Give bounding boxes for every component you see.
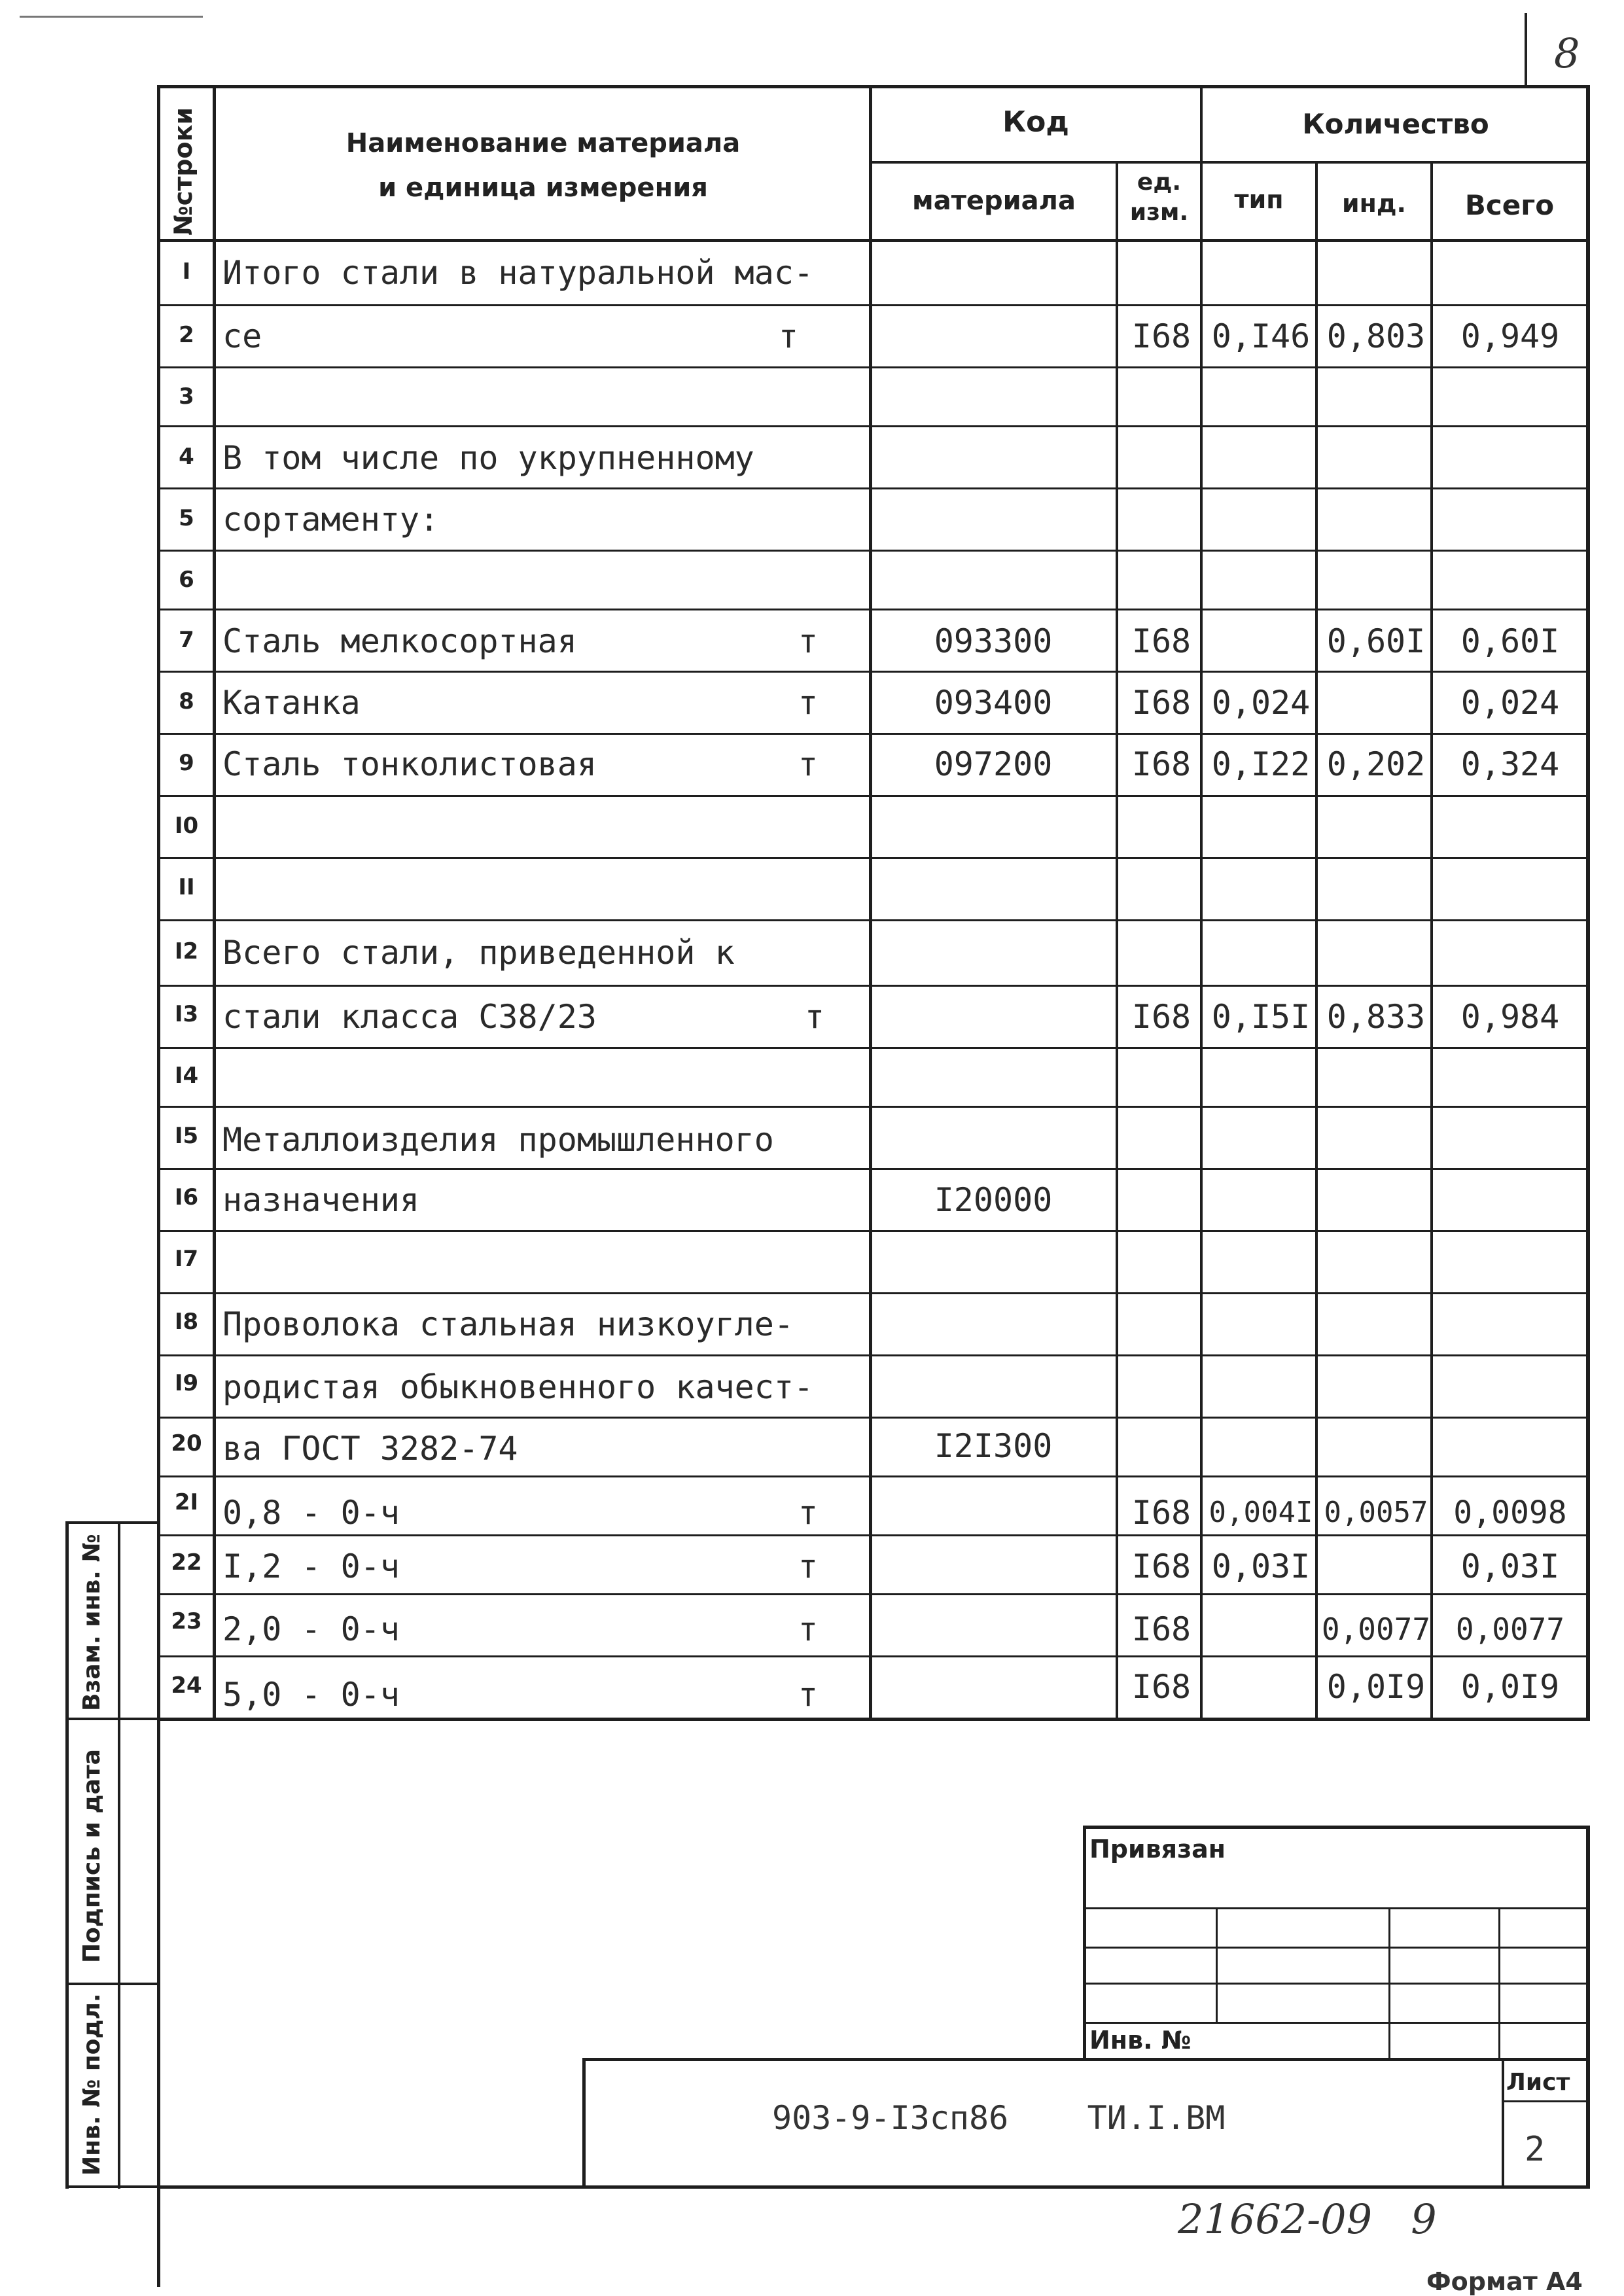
row-total-qty: 0,984 [1460, 998, 1560, 1036]
row-number: I8 [174, 1309, 199, 1335]
row-unit-code: I68 [1131, 998, 1192, 1036]
row-total-qty: 0,0I9 [1460, 1668, 1560, 1706]
row-number: I4 [174, 1063, 199, 1089]
signature-date-label: Подпись и дата [79, 1749, 105, 1963]
row-number: I [182, 258, 191, 285]
row-unit: т [798, 1676, 818, 1714]
row-number: 9 [179, 750, 194, 776]
row-unit-code: I68 [1131, 745, 1192, 783]
row-total-qty: 0,0098 [1453, 1494, 1567, 1531]
row-ind-qty: 0,0057 [1324, 1496, 1428, 1529]
row-number: 24 [171, 1672, 202, 1699]
row-name: Проволока стальная низкоугле- [222, 1305, 794, 1343]
row-unit-code: I68 [1131, 1494, 1192, 1532]
row-name: родистая обыкновенного качест- [222, 1368, 814, 1406]
code-header: Код [1002, 105, 1069, 139]
row-name: ва ГОСТ 3282-74 [222, 1430, 518, 1468]
row-code: 093300 [934, 622, 1053, 660]
row-number-header: №строки [169, 107, 198, 236]
row-unit-code: I68 [1131, 1547, 1192, 1585]
quantity-header: Количество [1302, 108, 1489, 140]
row-name: 5,0 - 0-ч [222, 1676, 400, 1714]
row-name: Сталь тонколистовая [222, 745, 597, 783]
row-unit: т [798, 684, 818, 722]
row-number: I6 [174, 1184, 199, 1210]
row-unit: т [804, 998, 824, 1036]
row-number: II [178, 874, 195, 900]
row-unit-code: I68 [1131, 1668, 1192, 1706]
row-unit: т [798, 1610, 818, 1648]
sheet-label: Лист [1506, 2069, 1570, 2096]
row-name: I,2 - 0-ч [222, 1547, 400, 1585]
document-code: 903-9-I3сп86 ТИ.I.ВМ [772, 2099, 1226, 2137]
row-ind-qty: 0,202 [1326, 745, 1426, 783]
row-number: I2 [174, 938, 199, 964]
sheet-mark: 8 [1554, 29, 1580, 77]
row-ind-qty: 0,833 [1326, 998, 1426, 1036]
corner-mark-line [1525, 13, 1527, 85]
row-unit-code: I68 [1131, 317, 1192, 355]
row-type-qty: 0,I5I [1211, 998, 1311, 1036]
row-number: I0 [174, 813, 199, 839]
row-number: 2I [174, 1489, 199, 1515]
row-number: I9 [174, 1370, 199, 1396]
row-number: 20 [171, 1430, 202, 1457]
row-number: 6 [179, 567, 194, 593]
row-name: Катанка [222, 684, 361, 722]
unit-header-line1: ед. [1137, 169, 1182, 196]
row-name: се [222, 317, 262, 355]
row-number: 8 [179, 688, 194, 715]
row-unit-code: I68 [1131, 1610, 1192, 1648]
row-unit: т [798, 1547, 818, 1585]
row-code: 093400 [934, 684, 1053, 722]
ind-header: инд. [1341, 189, 1406, 218]
row-type-qty: 0,004I [1209, 1496, 1313, 1529]
row-code: I20000 [934, 1181, 1053, 1219]
inventory-number-label: Инв. № [1089, 2026, 1192, 2055]
row-total-qty: 0,324 [1460, 745, 1560, 783]
row-name: назначения [222, 1181, 420, 1219]
row-total-qty: 0,03I [1460, 1547, 1560, 1585]
row-ind-qty: 0,0077 [1321, 1612, 1431, 1647]
row-ind-qty: 0,803 [1326, 317, 1426, 355]
row-total-qty: 0,60I [1460, 622, 1560, 660]
row-ind-qty: 0,60I [1326, 622, 1426, 660]
row-number: 2 [179, 322, 194, 348]
row-name: Сталь мелкосортная [222, 622, 577, 660]
row-ind-qty: 0,0I9 [1326, 1668, 1426, 1706]
material-header: материала [912, 186, 1076, 216]
row-code: I2I300 [934, 1427, 1053, 1465]
row-code: 097200 [934, 745, 1053, 783]
unit-header-line2: изм. [1129, 199, 1189, 226]
row-number: I7 [174, 1246, 199, 1272]
row-total-qty: 0,949 [1460, 317, 1560, 355]
name-header-line2: и единица измерения [378, 173, 708, 203]
row-type-qty: 0,I22 [1211, 745, 1311, 783]
row-unit: т [798, 622, 818, 660]
format-label: Формат А4 [1426, 2267, 1583, 2296]
scan-edge-line [20, 16, 203, 18]
row-unit: т [798, 745, 818, 783]
row-name: стали класса С38/23 [222, 998, 597, 1036]
row-unit: т [778, 317, 798, 355]
row-total-qty: 0,0077 [1455, 1612, 1565, 1647]
row-number: 23 [171, 1608, 202, 1634]
row-number: I5 [174, 1123, 199, 1149]
row-number: I3 [174, 1001, 199, 1027]
total-header: Всего [1464, 189, 1555, 221]
row-unit: т [798, 1494, 818, 1532]
row-type-qty: 0,024 [1211, 684, 1311, 722]
name-header-line1: Наименование материала [345, 128, 741, 158]
row-type-qty: 0,I46 [1211, 317, 1311, 355]
original-inventory-label: Инв. № подл. [79, 1993, 105, 2176]
row-name: Металлоизделия промышленного [222, 1121, 774, 1159]
sheet-number: 2 [1525, 2130, 1545, 2169]
linked-label: Привязан [1089, 1835, 1226, 1863]
row-name: Всего стали, приведенной к [222, 934, 735, 972]
replacement-inventory-label: Взам. инв. № [79, 1534, 105, 1711]
row-number: 4 [179, 444, 194, 470]
row-unit-code: I68 [1131, 622, 1192, 660]
row-total-qty: 0,024 [1460, 684, 1560, 722]
row-name: сортаменту: [222, 501, 440, 539]
row-name: Итого стали в натуральной мас- [222, 254, 814, 292]
row-type-qty: 0,03I [1211, 1547, 1311, 1585]
handwritten-number: 21662-09 9 [1178, 2195, 1437, 2243]
row-name: В том числе по укрупненному [222, 439, 754, 477]
row-unit-code: I68 [1131, 684, 1192, 722]
row-name: 0,8 - 0-ч [222, 1494, 400, 1532]
row-number: 7 [179, 627, 194, 653]
row-number: 3 [179, 383, 194, 410]
row-number: 22 [171, 1549, 202, 1576]
type-header: тип [1234, 185, 1284, 214]
row-number: 5 [179, 505, 194, 531]
row-name: 2,0 - 0-ч [222, 1610, 400, 1648]
